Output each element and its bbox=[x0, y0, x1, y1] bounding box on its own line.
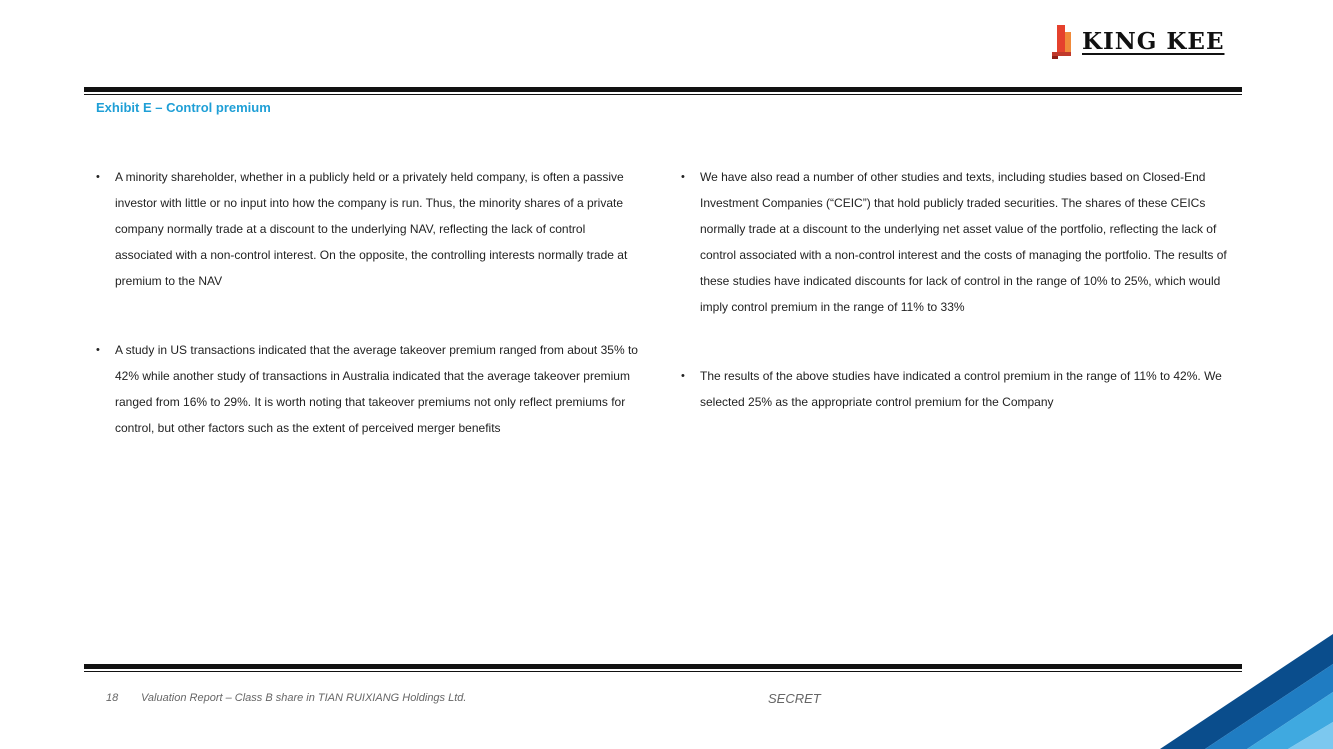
right-column bbox=[681, 164, 1229, 415]
classification-label: SECRET bbox=[768, 691, 821, 706]
logo-text: KING KEE bbox=[1082, 28, 1225, 55]
left-bullet-1: • A minority shareholder, whether in a publicly held or a privately held company, is often a passive investor with little or no input into how the company is run. Thus, the minority shares of a private company normally trade at a discount to the underlying NAV, reflecting the lack of control associated with a non-control interest. On the opposite, the controlling interests normally trade at premium to the NAV bbox=[96, 164, 644, 294]
right-bullet-2: • The results of the above studies have indicated a control premium in the range of 11% to 42%. We selected 25% as the appropriate control premium for the Company bbox=[681, 363, 1229, 415]
header-rule-thick bbox=[84, 87, 1242, 92]
footer-rule-thin bbox=[84, 671, 1242, 672]
right-bullet-1: • We have also read a number of other studies and texts, including studies based on Closed-End Investment Companies (“CEIC”) that hold publicly traded securities. The shares of these CEICs normally trade at a discount to the underlying net asset value of the portfolio, reflecting the lack of control associated with a non-control interest and the costs of managing the portfolio. The results of these studies have indicated discounts for lack of control in the range of 10% to 25%, which would imply control premium in the range of 11% to 33% bbox=[681, 164, 1229, 320]
header-rule-thin bbox=[84, 94, 1242, 95]
page-number: 18 bbox=[106, 692, 119, 704]
corner-decoration-icon bbox=[1160, 634, 1333, 749]
logo-mark-icon bbox=[1048, 24, 1076, 60]
footer-rule-thick bbox=[84, 664, 1242, 669]
exhibit-title: Exhibit E – Control premium bbox=[96, 100, 271, 115]
left-column bbox=[96, 164, 644, 441]
footer-report-title: Valuation Report – Class B share in TIAN RUIXIANG Holdings Ltd. bbox=[141, 692, 467, 704]
left-bullet-2: • A study in US transactions indicated that the average takeover premium ranged from about 35% to 42% while another study of transactions in Australia indicated that the average takeover premium ranged from 16% to 29%. It is worth noting that takeover premiums not only reflect premiums for control, but other factors such as the extent of perceived merger benefits bbox=[96, 337, 644, 441]
company-logo bbox=[1048, 24, 1224, 60]
